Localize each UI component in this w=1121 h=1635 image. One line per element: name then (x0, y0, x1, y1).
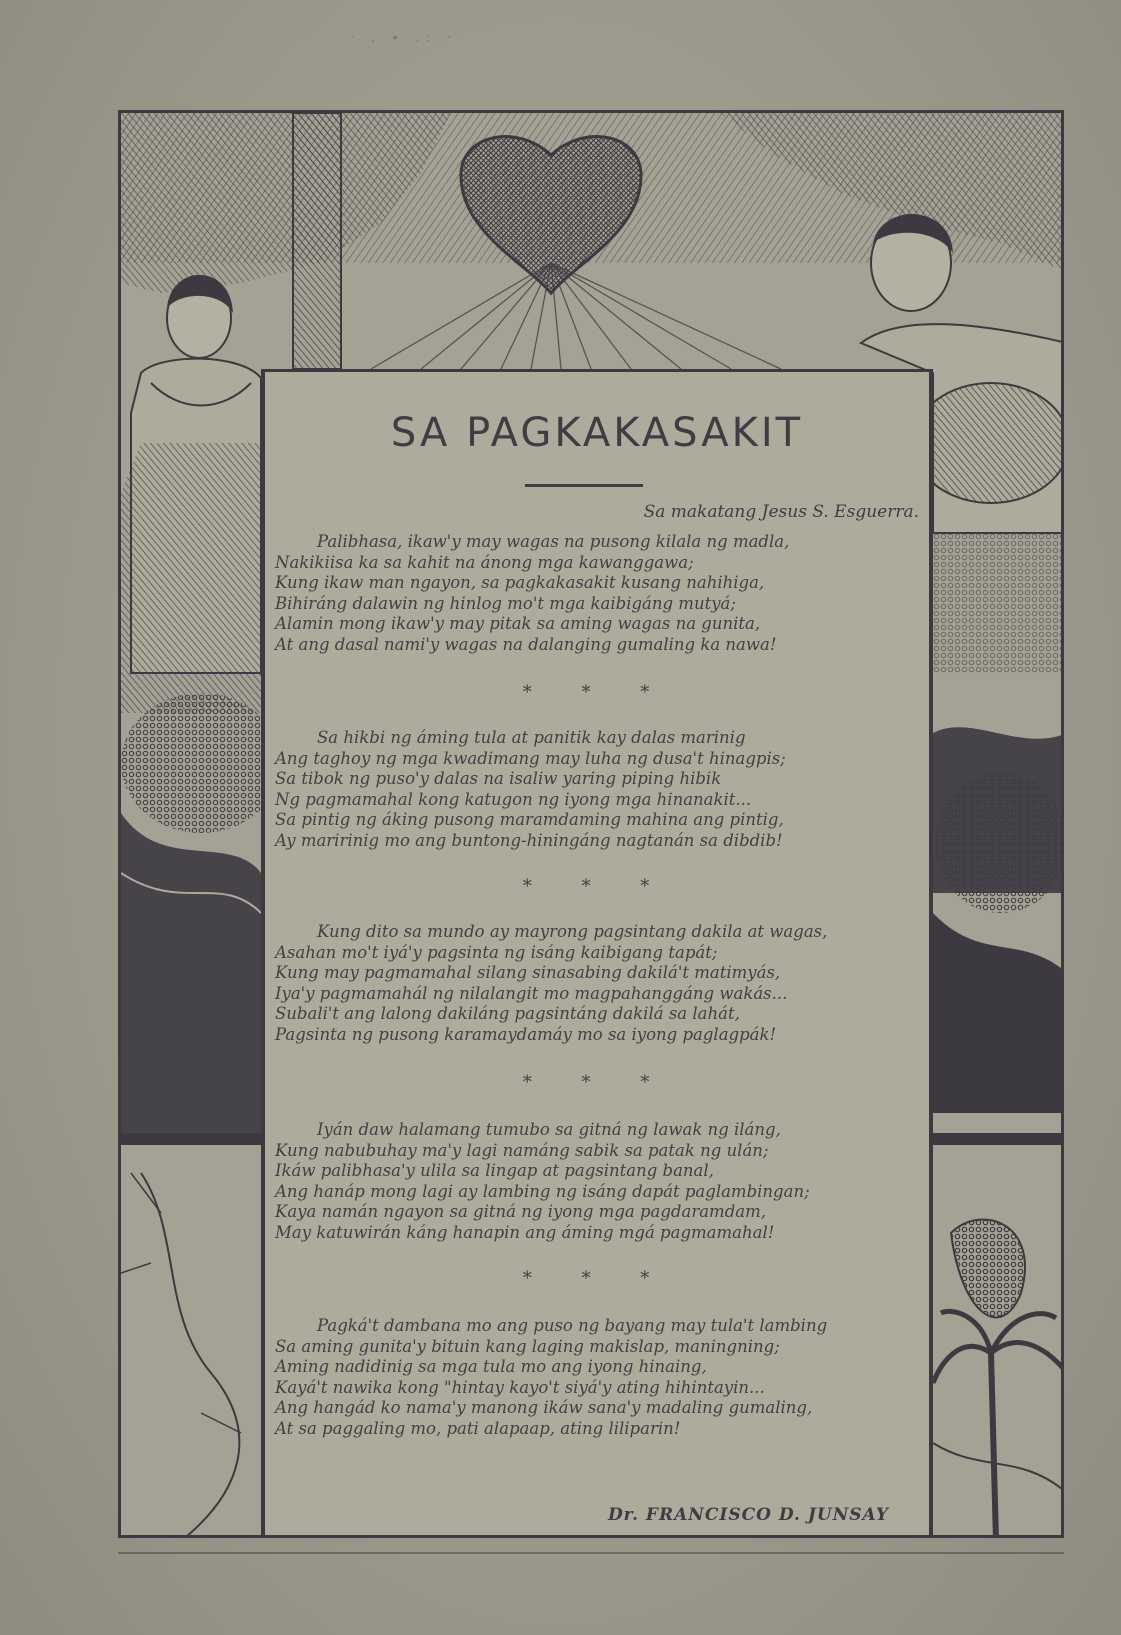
poem-line: May katuwirán káng hanapin ang áming mgá pagmamahal! (275, 1222, 775, 1242)
poem-line: Kung ikaw man ngayon, sa pagkakasakit kusang nahihiga, (275, 573, 765, 592)
stanza-separator: * * * (522, 1268, 672, 1289)
right-scenery (933, 727, 1064, 1538)
byline: Sa makatang Jesus S. Esguerra. (643, 502, 919, 522)
stanza-separator: * * * (522, 1072, 672, 1093)
left-scenery (121, 693, 281, 1538)
poem-line: At ang dasal nami'y wagas na dalanging gumaling ka nawa! (275, 634, 777, 654)
poem-line: Sa tibok ng puso'y dalas na isaliw yaring piping hibik (275, 769, 722, 788)
stanza-3 (275, 922, 925, 1045)
stanza-4 (275, 1120, 925, 1243)
poem-line: Ng pagmamahal kong katugon ng iyong mga hinanakit... (275, 789, 752, 809)
poem-line: Ang taghoy ng mga kwadimang may luha ng dusa't hinagpis; (275, 748, 786, 768)
poem-line: Palibhasa, ikaw'y may wagas na pusong kilala ng madla, (317, 532, 790, 551)
stanza-5 (275, 1316, 925, 1439)
poem-line: Kung nabubuhay ma'y lagi namáng sabik sa patak ng ulán; (275, 1140, 769, 1160)
stanza-1 (275, 532, 925, 655)
poem-line: Asahan mo't iyá'y pagsinta ng isáng kaibigang tapát; (275, 942, 718, 962)
poem-panel (261, 369, 933, 1535)
girl-figure (121, 275, 261, 713)
poem-line: Kayá't nawika kong "hintay kayo't siyá'y ating hihintayin... (275, 1377, 765, 1397)
poem-line: Ikáw palibhasa'y ulila sa lingap at pagsintang banal, (275, 1161, 714, 1180)
poem-line: Kung may pagmamahal silang sinasabing dakilá't matimyás, (275, 963, 781, 982)
poem-line: Pagká't dambana mo ang puso ng bayang may tula't lambing (317, 1316, 828, 1335)
page-marks: · . ∙ .: · (350, 30, 458, 46)
sun-rays (371, 263, 781, 369)
poem-line: Sa aming gunita'y bituin kang laging makislap, maningning; (275, 1336, 780, 1356)
illustrated-frame (118, 110, 1064, 1538)
stanza-separator: * * * (522, 876, 672, 897)
heart-icon (461, 137, 641, 293)
poem-line: Ang hangád ko nama'y manong ikáw sana'y madaling gumaling, (275, 1398, 813, 1417)
poem-line: Kung dito sa mundo ay mayrong pagsintang dakila at wagas, (317, 922, 828, 941)
stanza-separator: * * * (522, 682, 672, 703)
poem-line: Sa hikbi ng áming tula at panitik kay dalas marinig (317, 728, 746, 747)
poem-line: Alamin mong ikaw'y may pitak sa aming wagas na gunita, (275, 614, 761, 633)
poem-line: Kaya namán ngayon sa gitná ng iyong mga pagdaramdam, (275, 1202, 766, 1221)
poem-line: Iya'y pagmamahál ng nilalangit mo magpahanggáng wakás... (275, 983, 788, 1003)
author-signature: Dr. FRANCISCO D. JUNSAY (607, 1505, 889, 1525)
poem-line: At sa paggaling mo, pati alapaap, ating liliparin! (275, 1418, 681, 1438)
poem-line: Subali't ang lalong dakiláng pagsintáng dakilá sa lahát, (275, 1004, 740, 1023)
tree-trunk (293, 113, 341, 369)
poem-line: Pagsinta ng pusong karamaydamáy mo sa iyong paglagpák! (275, 1024, 777, 1044)
poem-line: Ang hanáp mong lagi ay lambing ng isáng dapát paglambingan; (275, 1181, 810, 1201)
stanza-2 (275, 728, 925, 851)
poem-title: SA PAGKAKASAKIT (390, 410, 804, 456)
poem-line: Sa pintig ng áking pusong maramdaming mahina ang pintig, (275, 810, 784, 829)
title-rule (525, 484, 643, 487)
bottom-rule (118, 1552, 1064, 1554)
poem-line: Aming nadidinig sa mga tula mo ang iyong hinaing, (275, 1357, 707, 1376)
poem-line: Iyán daw halamang tumubo sa gitná ng lawak ng iláng, (317, 1120, 781, 1139)
poem-line: Ay maririnig mo ang buntong-hiningáng nagtanán sa dibdib! (275, 830, 783, 850)
poem-line: Nakikiisa ka sa kahit na ánong mga kawanggawa; (275, 552, 694, 572)
poem-line: Bihiráng dalawin ng hinlog mo't mga kaibigáng mutyá; (275, 593, 736, 613)
